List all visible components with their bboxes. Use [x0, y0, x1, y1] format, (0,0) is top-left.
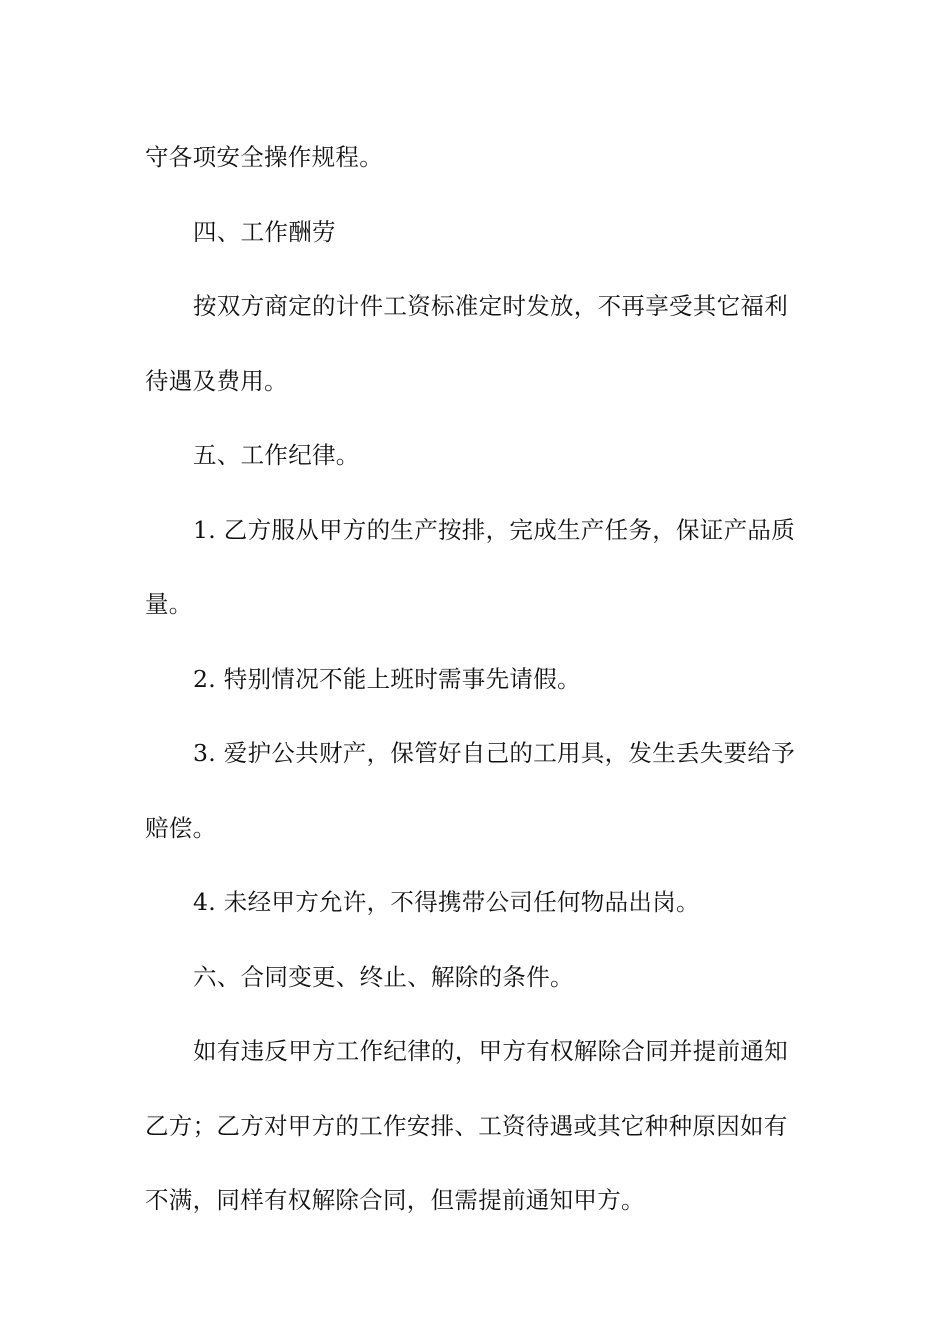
body-line: 不满，同样有权解除合同，但需提前通知甲方。: [145, 1186, 645, 1214]
body-line: 乙方；乙方对甲方的工作安排、工资待遇或其它种种原因如有: [145, 1111, 788, 1140]
body-line: 量。: [145, 590, 193, 618]
section-heading-contract-termination: 六、合同变更、终止、解除的条件。: [193, 962, 574, 991]
body-line: 按双方商定的计件工资标准定时发放，不再享受其它福利: [193, 292, 788, 320]
body-line: 待遇及费用。: [145, 366, 288, 395]
body-line: 守各项安全操作规程。: [145, 143, 383, 171]
list-item: 2. 特别情况不能上班时需事先请假。: [193, 664, 581, 693]
section-heading-discipline: 五、工作纪律。: [193, 441, 360, 469]
list-item: 4. 未经甲方允许，不得携带公司任何物品出岗。: [193, 888, 700, 916]
document-body: [145, 120, 805, 1238]
list-item: 3. 爱护公共财产，保管好自己的工用具，发生丢失要给予: [193, 739, 795, 767]
list-item: 1. 乙方服从甲方的生产按排，完成生产任务，保证产品质: [193, 515, 795, 544]
body-line: 赔偿。: [145, 813, 217, 842]
body-line: 如有违反甲方工作纪律的，甲方有权解除合同并提前通知: [193, 1037, 788, 1065]
section-heading-remuneration: 四、工作酬劳: [193, 217, 336, 246]
